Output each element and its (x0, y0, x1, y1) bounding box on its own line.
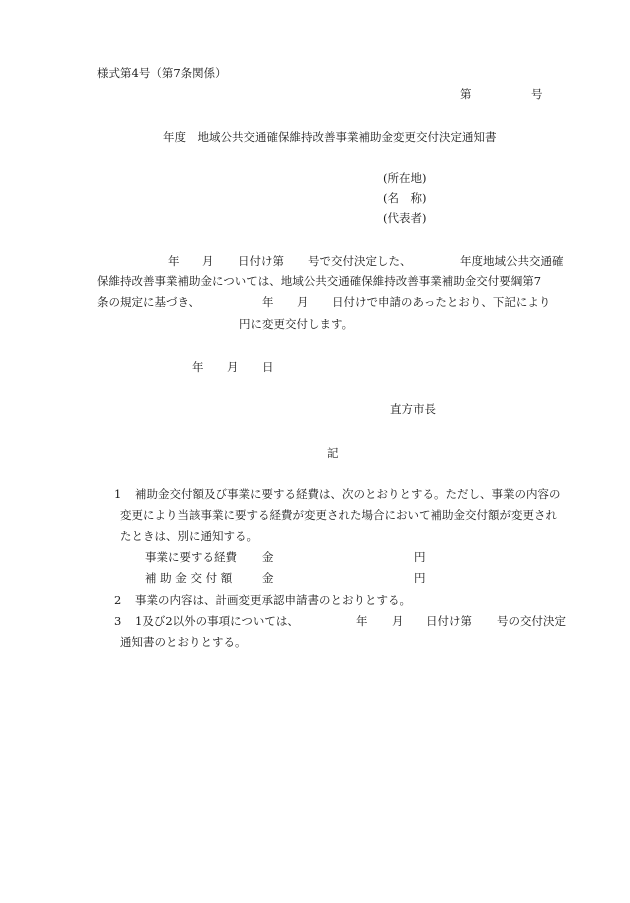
body-month-2: 月 (297, 295, 309, 309)
body-year-1: 年 (168, 254, 180, 268)
recipient-address-label: (所在地) (383, 171, 427, 185)
body-line-3a: 条の規定に基づき、 (97, 295, 201, 309)
number-suffix: 号 (531, 87, 543, 101)
item-2-text: 事業の内容は、計画変更承認申請書のとおりとする。 (135, 593, 411, 607)
grant-yen: 円 (414, 571, 426, 585)
body-line-2: 保維持改善事業補助金については、地域公共交通確保維持改善事業補助金交付要綱第7 (97, 274, 542, 288)
item-3-month: 月 (392, 614, 404, 628)
form-label: 様式第4号（第7条関係） (97, 66, 227, 80)
item-1-line-3: たときは、別に通知する。 (120, 529, 258, 543)
body-date-no-1: 日付け第 (238, 254, 284, 268)
item-1-line-2: 変更により当該事業に要する経費が変更された場合において補助金交付額が変更され (120, 508, 557, 522)
cost-yen: 円 (414, 550, 426, 564)
document-title: 年度 地域公共交通確保維持改善事業補助金変更交付決定通知書 (163, 130, 497, 144)
grant-label: 補 助 金 交 付 額 (145, 571, 233, 585)
item-3-date-no: 日付け第 (426, 614, 472, 628)
item-1-number: 1 (114, 487, 122, 501)
cost-kin: 金 (262, 550, 274, 564)
issue-day: 日 (262, 360, 274, 374)
item-1-line-1: 補助金交付額及び事業に要する経費は、次のとおりとする。ただし、事業の内容の (135, 487, 561, 501)
issuer-name: 直方市長 (390, 402, 436, 416)
issue-year: 年 (192, 360, 204, 374)
body-fiscal-year-text: 年度地域公共交通確 (460, 254, 564, 268)
body-decision-text: 号で交付決定した、 (308, 254, 412, 268)
item-3-line-2: 通知書のとおりとする。 (120, 635, 247, 649)
item-2-number: 2 (114, 593, 122, 607)
body-year-2: 年 (262, 295, 274, 309)
number-prefix: 第 (460, 87, 472, 101)
cost-label: 事業に要する経費 (145, 550, 237, 564)
recipient-representative-label: (代表者) (383, 211, 427, 225)
issue-month: 月 (227, 360, 239, 374)
item-3-number: 3 (114, 614, 122, 628)
item-3-text-a: 1及び2以外の事項については、 (135, 614, 299, 628)
item-3-decision: 号の交付決定 (497, 614, 566, 628)
grant-kin: 金 (262, 571, 274, 585)
item-3-year: 年 (356, 614, 368, 628)
body-month-1: 月 (202, 254, 214, 268)
body-line-4: 円に変更交付します。 (239, 317, 354, 331)
body-line-3d: 日付けで申請のあったとおり、下記により (332, 295, 551, 309)
recipient-name-label: (名 称) (383, 191, 427, 205)
ki-heading: 記 (327, 446, 339, 460)
